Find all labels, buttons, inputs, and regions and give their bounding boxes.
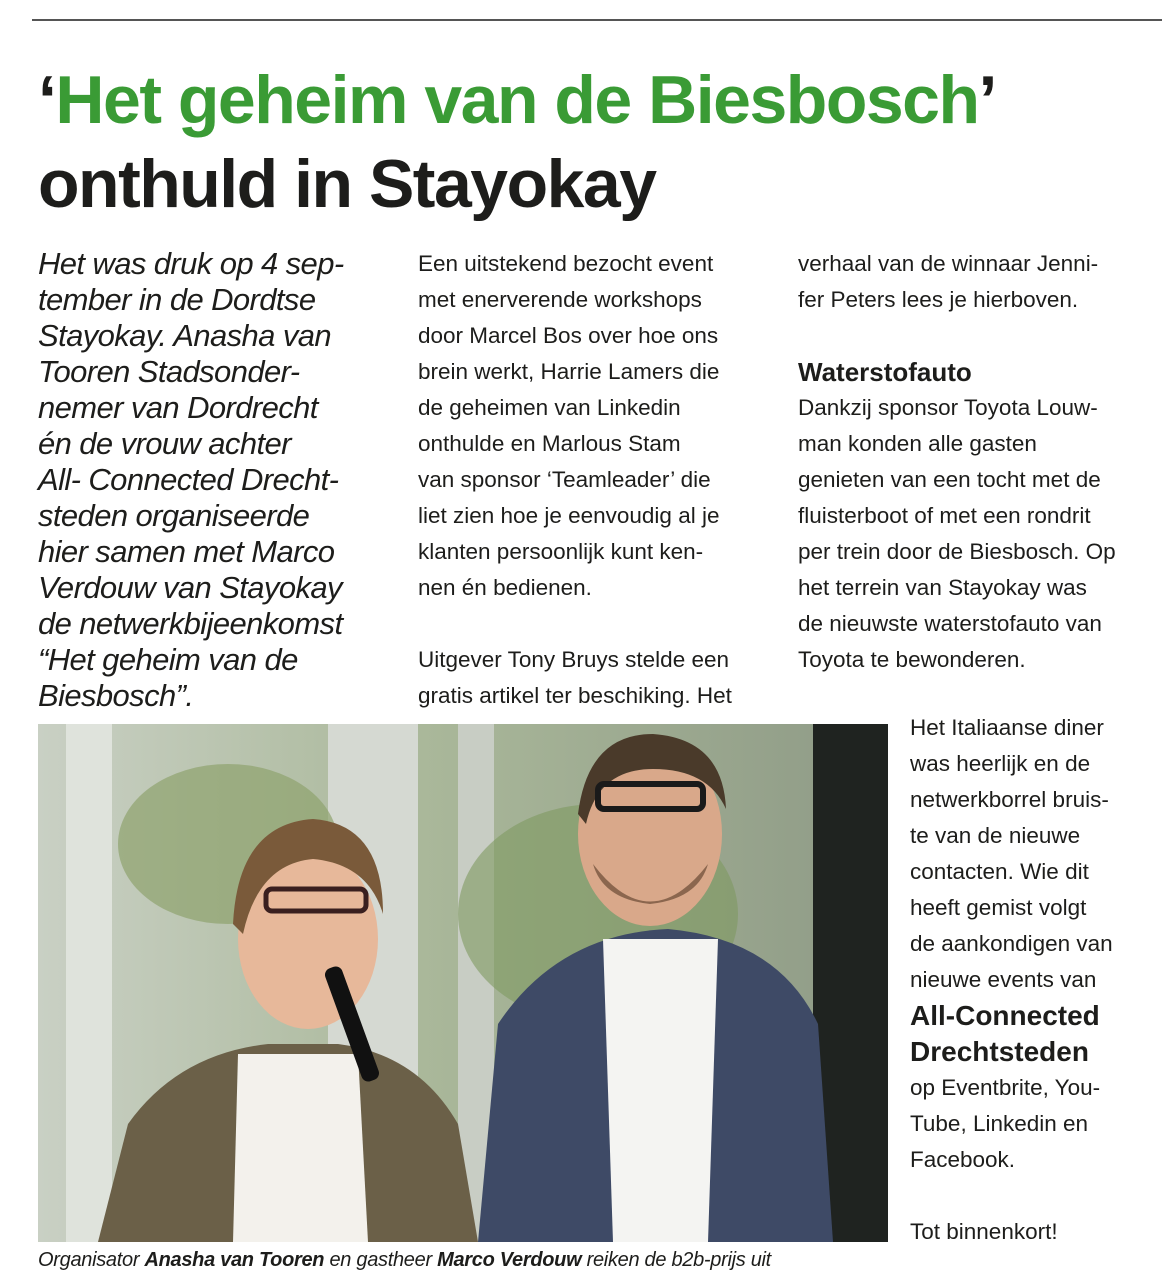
body-line: nen én bedienen. [418, 575, 592, 600]
body-line: klanten persoonlijk kunt ken- [418, 539, 704, 564]
body-line: met enerverende workshops [418, 287, 702, 312]
body-line: verhaal van de winnaar Jenni- [798, 251, 1099, 276]
headline-line-2: onthuld in Stayokay [38, 146, 656, 222]
body-line: Uitgever Tony Bruys stelde een [418, 647, 730, 672]
body-line: contacten. Wie dit [910, 859, 1089, 884]
headline-line-1 [38, 58, 996, 142]
quote-close: ’ [978, 62, 996, 138]
brand-name-line: All-Connected [910, 1000, 1100, 1031]
body-line: Het Italiaanse diner [910, 715, 1104, 740]
lead-paragraph [38, 246, 388, 714]
woman-blouse [233, 1054, 368, 1242]
body-line: heeft gemist volgt [910, 895, 1087, 920]
body-line: Facebook. [910, 1147, 1016, 1172]
body-line: van sponsor ‘Teamleader’ die [418, 467, 711, 492]
subheading-waterstofauto: Waterstofauto [798, 357, 972, 387]
lead-line: én de vrouw achter [38, 426, 291, 461]
window-frame [66, 724, 112, 1242]
body-line: netwerkborrel bruis- [910, 787, 1109, 812]
body-line: fer Peters lees je hierboven. [798, 287, 1079, 312]
caption-text: reiken de b2b-prijs uit [581, 1249, 771, 1271]
lead-line: nemer van Dordrecht [38, 390, 318, 425]
body-line: fluisterboot of met een rondrit [798, 503, 1091, 528]
lead-line: Het was druk op 4 sep- [38, 246, 344, 281]
paragraph-gap [418, 606, 790, 642]
event-photo [38, 724, 888, 1242]
photo-caption [38, 1245, 771, 1275]
body-line: door Marcel Bos over hoe ons [418, 323, 719, 348]
top-rule [32, 19, 1162, 21]
body-column-4 [910, 710, 1155, 1250]
caption-text: en gastheer [324, 1249, 438, 1271]
body-line: Een uitstekend bezocht event [418, 251, 714, 276]
closing-line: Tot binnenkort! [910, 1219, 1058, 1244]
body-line: man konden alle gasten [798, 431, 1037, 456]
body-line: op Eventbrite, You- [910, 1075, 1101, 1100]
lead-line: All- Connected Drecht- [38, 462, 339, 497]
paragraph-gap [910, 1178, 1155, 1214]
lead-line: Biesbosch”. [38, 678, 194, 713]
body-line: de aankondigen van [910, 931, 1113, 956]
lead-line: hier samen met Marco [38, 534, 335, 569]
lead-line: tember in de Dordtse [38, 282, 316, 317]
headline-green-text: Het geheim van de Biesbosch [55, 62, 979, 138]
body-line: per trein door de Biesbosch. Op [798, 539, 1116, 564]
lead-line: Verdouw van Stayokay [38, 570, 342, 605]
body-column-2 [418, 246, 790, 714]
caption-text: Organisator [38, 1249, 145, 1271]
body-line: Toyota te bewonderen. [798, 647, 1026, 672]
body-line: het terrein van Stayokay was [798, 575, 1087, 600]
lead-line: Tooren Stadsonder- [38, 354, 300, 389]
body-line: onthulde en Marlous Stam [418, 431, 681, 456]
caption-name-marco: Marco Verdouw [437, 1249, 582, 1271]
lead-line: de netwerkbijeenkomst [38, 606, 343, 641]
body-line: genieten van een tocht met de [798, 467, 1101, 492]
brand-name-line: Drechtsteden [910, 1036, 1089, 1067]
body-line: brein werkt, Harrie Lamers die [418, 359, 720, 384]
lead-line: “Het geheim van de [38, 642, 298, 677]
body-line: Dankzij sponsor Toyota Louw- [798, 395, 1098, 420]
man-shirt [603, 939, 718, 1242]
quote-open: ‘ [38, 62, 56, 138]
body-column-3 [798, 246, 1158, 678]
body-line: gratis artikel ter beschiking. Het [418, 683, 732, 708]
body-line: de geheimen van Linkedin [418, 395, 681, 420]
body-line: de nieuwste waterstofauto van [798, 611, 1102, 636]
body-line: was heerlijk en de [910, 751, 1091, 776]
lead-line: Stayokay. Anasha van [38, 318, 332, 353]
body-line: te van de nieuwe [910, 823, 1081, 848]
lead-line: steden organiseerde [38, 498, 310, 533]
body-line: Tube, Linkedin en [910, 1111, 1089, 1136]
body-line: liet zien hoe je eenvoudig al je [418, 503, 720, 528]
paragraph-gap [798, 318, 1158, 354]
body-line: nieuwe events van [910, 967, 1097, 992]
caption-name-anasha: Anasha van Tooren [144, 1249, 325, 1271]
